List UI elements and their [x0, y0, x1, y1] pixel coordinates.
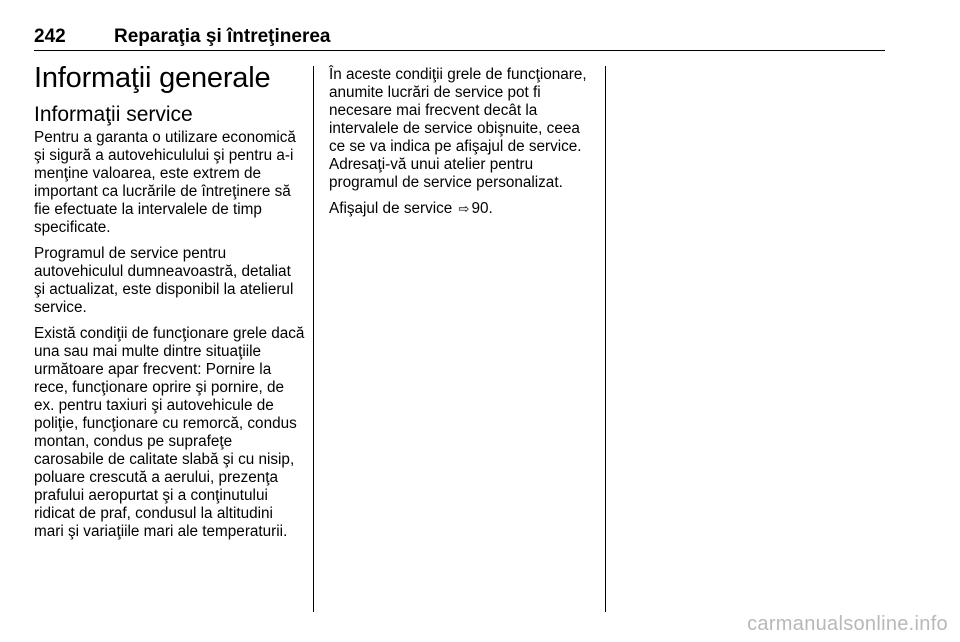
column-left: [34, 60, 306, 549]
page-number: 242: [34, 26, 66, 47]
watermark: carmanualsonline.info: [747, 613, 948, 635]
reference-page[interactable]: 90.: [471, 200, 493, 217]
paragraph-3: Există condiţii de funcţionare grele dacă una sau mai multe dintre situaţiile următoare apar frecvent: Pornire la rece, funcţionare oprire şi pornire, de ex. pentru taxiuri şi autovehicule de poliţie, funcţionare cu remorcă, condus montan, condus pe suprafeţe carosabile de calitate slabă şi cu nisip, poluare crescută a aerului, prezenţa prafului aeropurtat şi a conţinutului ridicat de praf, condusul la altitudini mari şi variaţiile mari ale temperaturii.: [34, 325, 305, 540]
paragraph-1: Pentru a garanta o utilizare economică şi sigură a autovehiculului şi pentru a-i menţine valoarea, este extrem de important ca lucrările de întreţinere să fie efectuate la intervalele de timp specificate.: [34, 129, 296, 236]
column-divider-2: [605, 66, 606, 612]
section-title: Reparaţia şi întreţinerea: [114, 26, 331, 47]
reference-text: Afişajul de service: [329, 200, 453, 217]
subsection-title: Informaţii service: [34, 103, 193, 126]
column-middle: [329, 66, 591, 226]
paragraph-2: Programul de service pentru autovehiculul dumneavoastră, detaliat şi actualizat, este disponibil la atelierul service.: [34, 245, 294, 316]
page-title: Informaţii generale: [34, 62, 271, 94]
column-divider-1: [313, 66, 314, 612]
arrow-right-icon: ⇨: [458, 201, 470, 216]
header-rule: [34, 50, 885, 51]
reference-line: [329, 200, 591, 218]
paragraph-4: În aceste condiţii grele de funcţionare, anumite lucrări de service pot fi necesare mai frecvent decât la intervalele de service obişnuite, ceea ce se va indica pe afişajul de service. Adresaţi-vă unui atelier pentru programul de service personalizat.: [329, 66, 587, 191]
